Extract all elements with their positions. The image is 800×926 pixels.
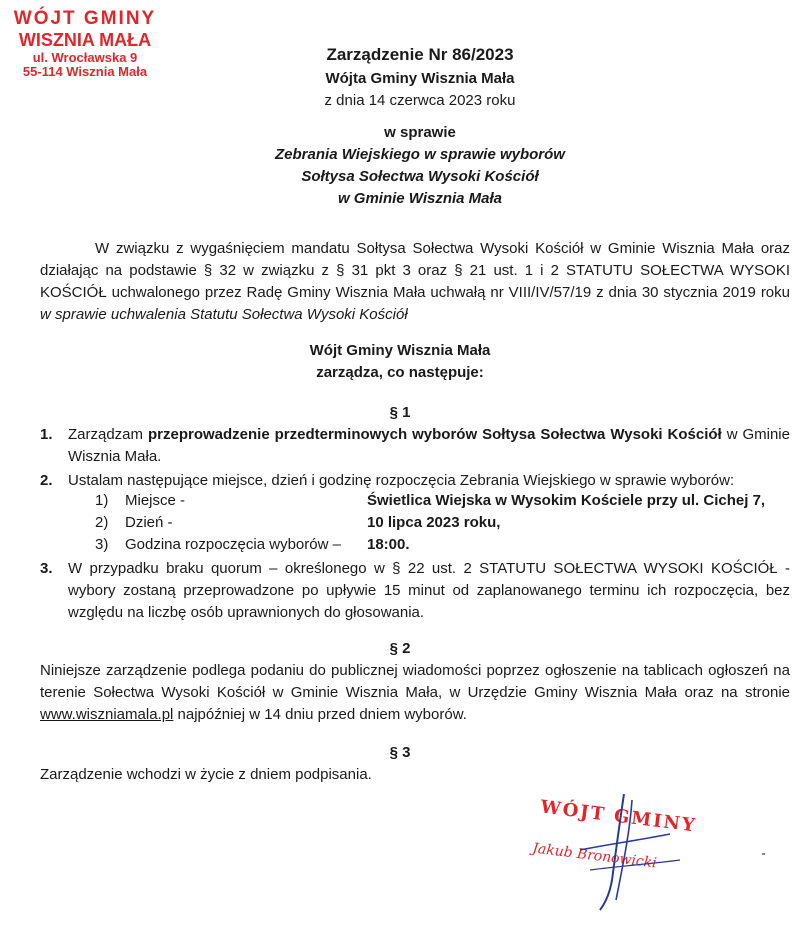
section-2-heading: § 2	[389, 640, 411, 657]
stamp-line-municipality: WISZNIA MAŁA	[18, 29, 152, 50]
sub-item-value: 10 lipca 2023 roku,	[367, 514, 501, 531]
signature-stamp-name: Jakub Bronowicki	[531, 840, 658, 872]
item-1-post: w Gminie Wisznia Mała.	[68, 426, 790, 465]
preamble	[40, 238, 790, 326]
item-2-text: Ustalam następujące miejsce, dzień i godzinę rozpoczęcia Zebrania Wiejskiego w sprawie wyborów:	[68, 472, 735, 489]
sub-item-label: Dzień -	[125, 514, 173, 531]
sub-item-number: 3)	[95, 536, 109, 553]
handwritten-signature	[520, 790, 720, 915]
document-author: Wójta Gminy Wisznia Mała	[325, 70, 515, 87]
preamble-italic: w sprawie uchwalenia Statutu Sołectwa Wysoki Kościół	[40, 306, 408, 323]
signature-stamp-title: WÓJT GMINY	[539, 796, 698, 837]
title-block	[180, 42, 660, 210]
section-2-text-after: najpóźniej w 14 dniu przed dniem wyborów.	[173, 706, 467, 723]
item-1-bold: przeprowadzenie przedterminowych wyborów Sołtysa Sołectwa Wysoki Kościół	[147, 426, 722, 443]
section-1-heading: § 1	[389, 404, 411, 421]
section-2-text: Niniejsze zarządzenie podlega podaniu do publicznej wiadomości poprzez ogłoszenie na tablicach ogłoszeń na terenie Sołectwa Wysoki Kościół w Gminie Wisznia Mała, w Urzędzie Gminy Wisznia Mała oraz na stronie	[40, 662, 790, 701]
sub-item-value: 18:00.	[367, 536, 410, 553]
item-1-pre: Zarządzam	[68, 426, 148, 443]
sub-item-value: Świetlica Wiejska w Wysokim Kościele przy ul. Cichej 7,	[367, 492, 766, 509]
preamble-text: W związku z wygaśnięciem mandatu Sołtysa Sołectwa Wysoki Kościół w Gminie Wisznia Mała oraz działając na podstawie § 32 w związku z § 31 pkt 3 oraz § 21 ust. 1 i 2 STATUTU SOŁECTWA WYSOKI KOŚCIÓŁ uchwalonego przez Radę Gminy Wisznia Mała uchwałą nr VIII/IV/57/19 z dnia 30 stycznia 2019 roku	[40, 240, 790, 301]
section-2-paragraph	[40, 660, 790, 726]
header-stamp	[0, 8, 170, 80]
item-number: 2.	[40, 472, 53, 489]
website-link[interactable]: www.wiszniamala.pl	[40, 706, 174, 723]
document-title: Zarządzenie Nr 86/2023	[326, 45, 514, 64]
stamp-line-title: WÓJT GMINY	[13, 8, 157, 29]
stamp-line-street: ul. Wrocławska 9	[32, 49, 138, 65]
decree-line-2: zarządza, co następuje:	[316, 364, 484, 381]
sub-item-number: 1)	[95, 492, 109, 509]
list-item	[40, 424, 790, 468]
section-3-text: Zarządzenie wchodzi w życie z dniem podpisania.	[40, 766, 372, 783]
item-number: 1.	[40, 426, 53, 443]
section-3-heading: § 3	[389, 744, 411, 761]
sub-item-label: Godzina rozpoczęcia wyborów –	[125, 536, 341, 553]
subject-line-3: w Gminie Wisznia Mała	[337, 190, 503, 207]
signature-stamp	[520, 790, 720, 910]
scan-speck	[762, 853, 765, 855]
list-item	[40, 470, 790, 492]
subject-line-2: Sołtysa Sołectwa Wysoki Kościół	[301, 168, 539, 185]
subject-intro: w sprawie	[384, 124, 456, 141]
sub-item-label: Miejsce -	[125, 492, 186, 509]
list-item	[40, 558, 790, 624]
subject-line-1: Zebrania Wiejskiego w sprawie wyborów	[275, 146, 565, 163]
stamp-line-postcode: 55-114 Wisznia Mała	[22, 64, 148, 80]
item-3-text: W przypadku braku quorum – określonego w § 22 ust. 2 STATUTU SOŁECTWA WYSOKI KOŚCIÓŁ - wybory zostaną przeprowadzone po upływie 15 minut od zaplanowanego terminu ich rozpoczęcia, bez względu na liczbę osób uprawnionych do głosowania.	[68, 560, 790, 621]
item-number: 3.	[40, 560, 53, 577]
document-date: z dnia 14 czerwca 2023 roku	[324, 92, 516, 109]
decree-line-1: Wójt Gminy Wisznia Mała	[309, 342, 491, 359]
sub-item-number: 2)	[95, 514, 109, 531]
